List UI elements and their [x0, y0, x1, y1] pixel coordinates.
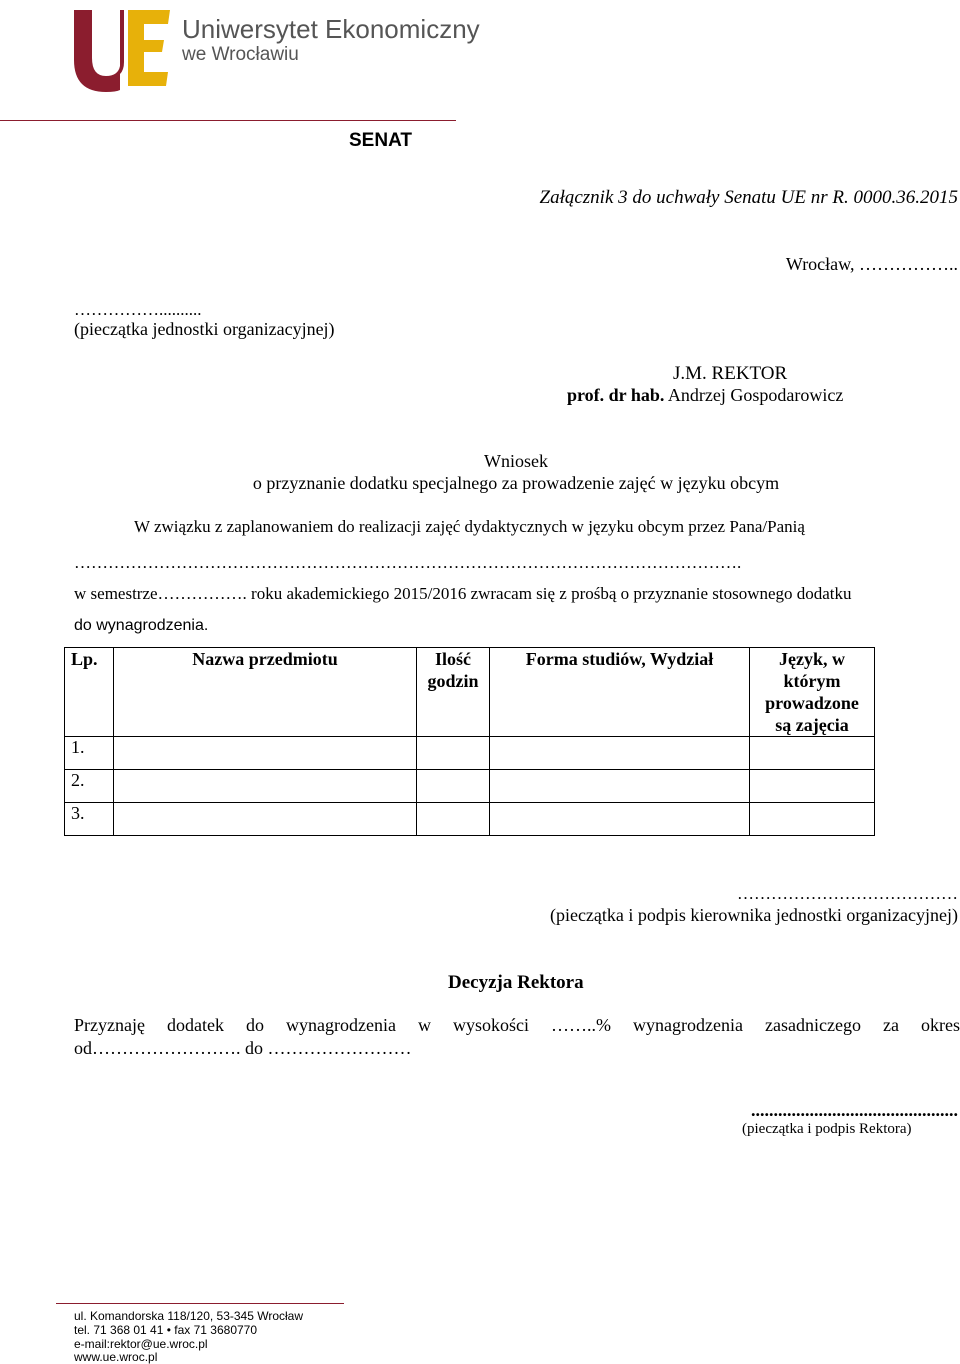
attachment-reference: Załącznik 3 do uchwały Senatu UE nr R. 0000.36.2015	[539, 187, 958, 208]
name-fill-line: ……………………………………………………………………………………………………….	[74, 553, 742, 572]
footer-website: www.ue.wroc.pl	[74, 1350, 158, 1364]
footer-divider	[56, 1303, 344, 1304]
course-name-cell	[114, 803, 417, 836]
footer-email: e-mail:rektor@ue.wroc.pl	[74, 1337, 208, 1351]
hours-cell	[417, 737, 490, 770]
header-study-form: Forma studiów, Wydział	[490, 648, 750, 737]
request-paragraph-1: W związku z zaplanowaniem do realizacji zajęć dydaktycznych w języku obcym przez Pana/Panią	[134, 517, 805, 536]
decision-line-1: Przyznaję dodatek do wynagrodzenia w wysokości ……..% wynagrodzenia zasadniczego za okres	[74, 1015, 960, 1035]
table-header-row	[65, 648, 875, 737]
addressee-degree: prof. dr hab.	[567, 385, 665, 405]
footer-phone: tel. 71 368 01 41 • fax 71 3680770	[74, 1323, 258, 1337]
university-name-line1: Uniwersytet Ekonomiczny	[182, 14, 480, 44]
header-hours: Ilość godzin	[417, 648, 490, 737]
decision-line-2: od……………………. do ……………………	[74, 1038, 412, 1058]
unit-stamp-label: (pieczątka jednostki organizacyjnej)	[74, 319, 335, 339]
university-logo	[72, 6, 172, 92]
decision-title: Decyzja Rektora	[448, 972, 584, 993]
footer-address: ul. Komandorska 118/120, 53-345 Wrocław	[74, 1309, 304, 1323]
table-row	[65, 803, 875, 836]
request-paragraph-3: do wynagrodzenia.	[74, 617, 209, 634]
date-line: Wrocław, ……………..	[785, 254, 958, 274]
senat-heading: SENAT	[349, 130, 412, 151]
study-form-cell	[490, 770, 750, 803]
language-cell	[750, 737, 875, 770]
head-signature-label: (pieczątka i podpis kierownika jednostki organizacyjnej)	[549, 905, 958, 925]
study-form-cell	[490, 737, 750, 770]
language-cell	[750, 770, 875, 803]
course-name-cell	[114, 737, 417, 770]
language-cell	[750, 803, 875, 836]
addressee-fullname: Andrzej Gospodarowicz	[664, 385, 844, 405]
hours-cell	[417, 770, 490, 803]
head-signature-dots: …………………………………	[737, 884, 958, 903]
row-number: 2.	[65, 770, 114, 803]
request-subtitle: o przyznanie dodatku specjalnego za prowadzenie zajęć w języku obcym	[252, 473, 780, 493]
row-number: 3.	[65, 803, 114, 836]
row-number: 1.	[65, 737, 114, 770]
university-name-line2: we Wrocławiu	[182, 44, 299, 65]
ue-logo-mark	[72, 6, 172, 92]
addressee-name	[567, 385, 843, 406]
rector-signature-label: (pieczątka i podpis Rektora)	[742, 1121, 912, 1137]
table-row	[65, 737, 875, 770]
study-form-cell	[490, 803, 750, 836]
request-title: Wniosek	[484, 451, 548, 471]
unit-stamp-dots: ……………..........	[74, 300, 202, 319]
course-name-cell	[114, 770, 417, 803]
header-lp: Lp.	[65, 648, 114, 737]
header-language: Język, w którym prowadzone są zajęcia	[750, 648, 875, 737]
request-paragraph-2: w semestrze……………. roku akademickiego 2015/2016 zwracam się z prośbą o przyznanie stosownego dodatku	[74, 584, 852, 603]
header-divider	[0, 120, 456, 121]
header-course-name: Nazwa przedmiotu	[114, 648, 417, 737]
table-row	[65, 770, 875, 803]
rector-signature-dots: ..............................................	[751, 1100, 958, 1120]
courses-table	[64, 647, 875, 836]
addressee-title: J.M. REKTOR	[673, 363, 788, 384]
hours-cell	[417, 803, 490, 836]
